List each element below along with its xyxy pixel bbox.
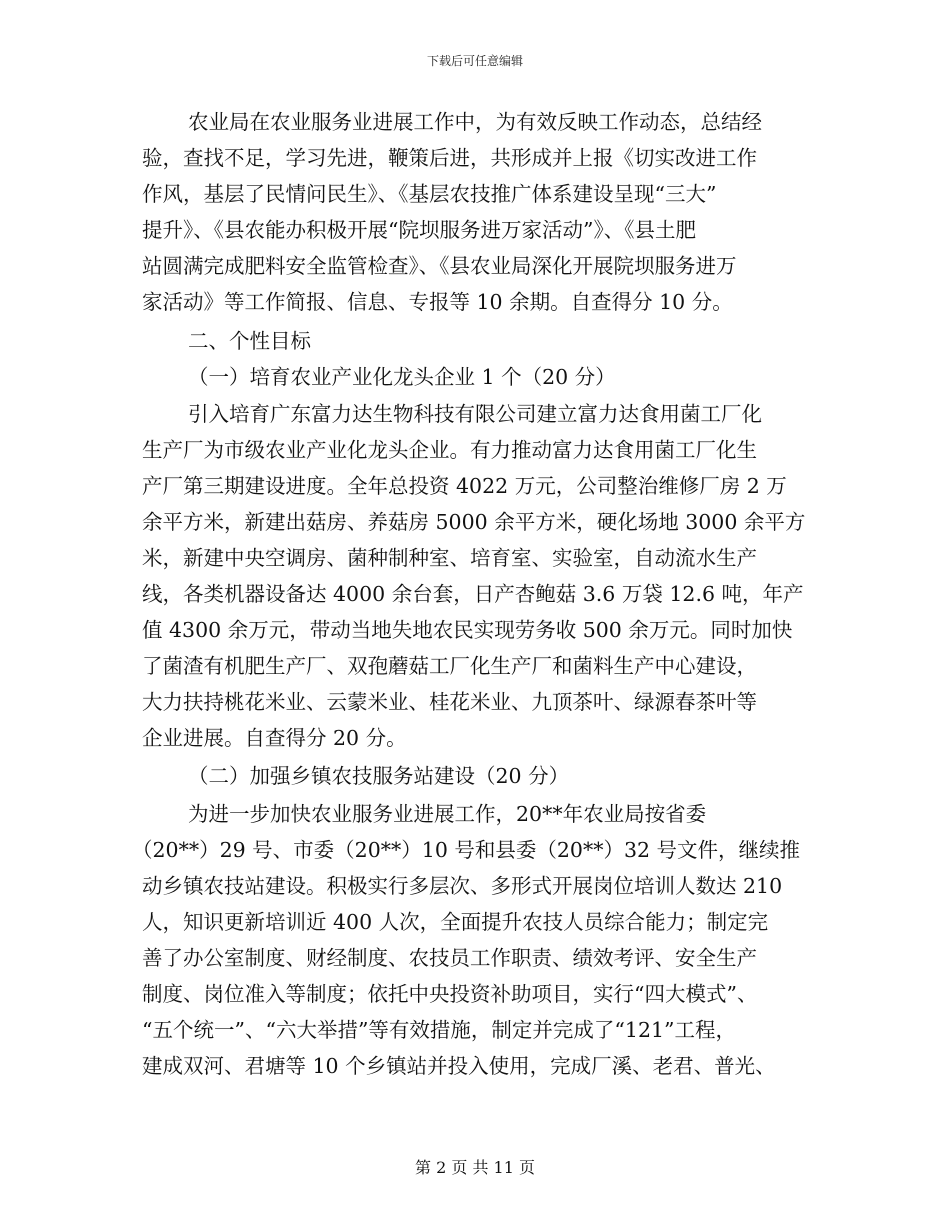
text-line: 线，各类机器设备达 4000 余台套，日产杏鲍菇 3.6 万袋 12.6 吨，年产	[142, 582, 804, 606]
page-header: 下载后可任意编辑	[426, 54, 523, 68]
section-heading: 二、个性目标	[188, 329, 311, 353]
text-line: 为进一步加快农业服务业进展工作，20**年农业局按省委	[188, 802, 707, 826]
subsection-heading: （一）培育农业产业化龙头企业 1 个（20 分）	[188, 365, 616, 389]
text-line: 产厂第三期建设进度。全年总投资 4022 万元，公司整治维修厂房 2 万	[142, 474, 787, 498]
text-line: 人，知识更新培训近 400 人次，全面提升农技人员综合能力；制定完	[142, 910, 769, 934]
text-line: 动乡镇农技站建设。积极实行多层次、多形式开展岗位培训人数达 210	[142, 874, 783, 898]
text-line: 大力扶持桃花米业、云蒙米业、桂花米业、九顶茶叶、绿源春茶叶等	[142, 690, 757, 714]
text-line: 建成双河、君塘等 10 个乡镇站并投入使用，完成厂溪、老君、普光、	[142, 1054, 776, 1078]
text-line: （20**）29 号、市委（20**）10 号和县委（20**）32 号文件，继续推	[132, 838, 801, 862]
text-line: 善了办公室制度、财经制度、农技员工作职责、绩效考评、安全生产	[142, 946, 757, 970]
text-line: 值 4300 余万元，带动当地失地农民实现劳务收 500 余万元。同时加快	[142, 618, 793, 642]
text-line: “五个统一”、“六大举措”等有效措施，制定并完成了“121”工程，	[142, 1018, 737, 1042]
text-line: 余平方米，新建出菇房、养菇房 5000 余平方米，硬化场地 3000 余平方	[142, 510, 806, 534]
text-line: 制度、岗位准入等制度；依托中央投资补助项目，实行“四大模式”、	[142, 982, 758, 1006]
text-line: 站圆满完成肥料安全监管检查》、《县农业局深化开展院坝服务进万	[142, 254, 737, 278]
text-line: 企业进展。自查得分 20 分。	[142, 726, 407, 750]
text-line: 了菌渣有机肥生产厂、双孢蘑菇工厂化生产厂和菌料生产中心建设，	[142, 654, 757, 678]
text-line: 引入培育广东富力达生物科技有限公司建立富力达食用菌工厂化	[188, 402, 762, 426]
text-line: 提升》、《县农能办积极开展“院坝服务进万家活动”》、《县土肥	[142, 218, 696, 242]
text-line: 验，查找不足，学习先进，鞭策后进，共形成并上报《切实改进工作	[142, 146, 757, 170]
text-line: 米，新建中央空调房、菌种制种室、培育室、实验室，自动流水生产	[142, 546, 757, 570]
subsection-heading: （二）加强乡镇农技服务站建设（20 分）	[188, 764, 570, 788]
page-footer: 第 2 页 共 11 页	[415, 1158, 535, 1177]
text-line: 农业局在农业服务业进展工作中，为有效反映工作动态，总结经	[188, 110, 762, 134]
text-line: 作风，基层了民情问民生》、《基层农技推广体系建设呈现“三大”	[142, 182, 717, 206]
text-line: 家活动》等工作简报、信息、专报等 10 余期。自查得分 10 分。	[142, 290, 733, 314]
text-line: 生产厂为市级农业产业化龙头企业。有力推动富力达食用菌工厂化生	[142, 438, 757, 462]
